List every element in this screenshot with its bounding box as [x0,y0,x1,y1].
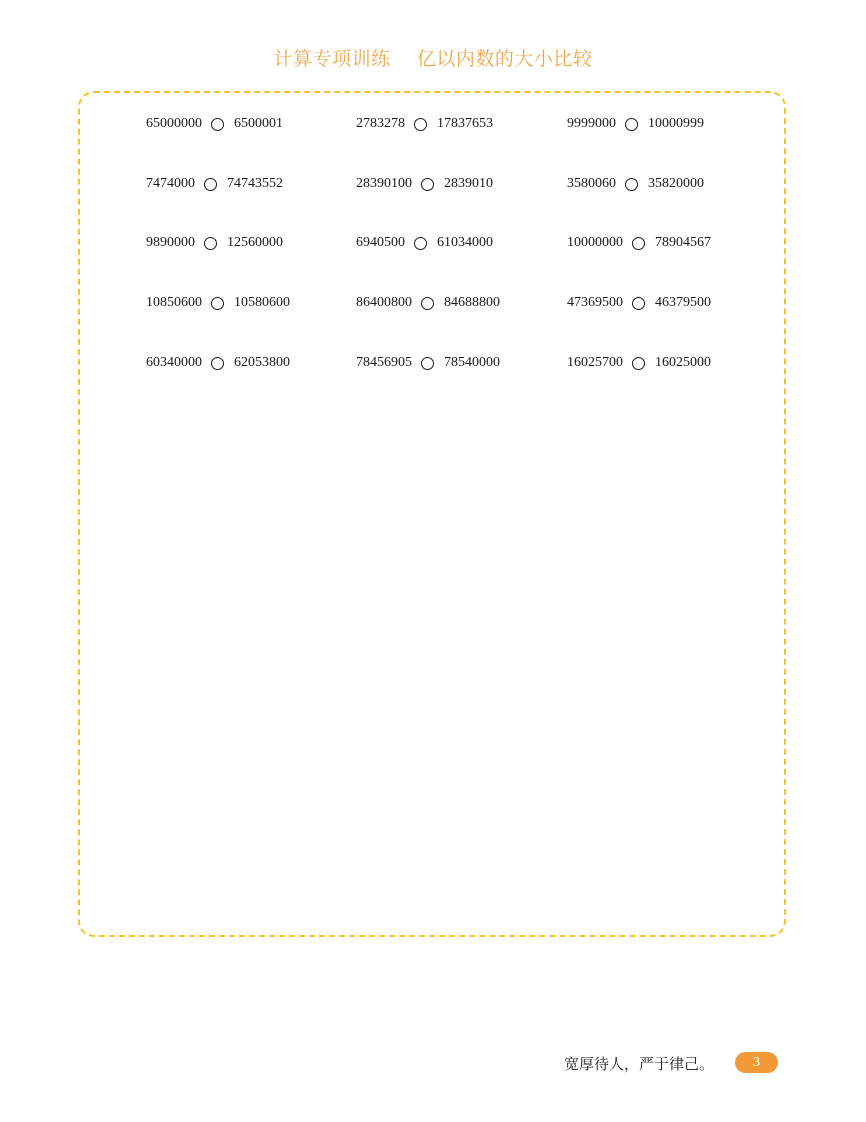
left-number: 47369500 [567,295,623,310]
left-number: 65000000 [146,116,202,131]
page-title: 计算专项训练 亿以内数的大小比较 [273,48,593,70]
compare-answer-circle[interactable] [632,297,645,310]
comparison-problem [146,293,290,313]
left-number: 78456905 [356,355,412,370]
page-number-badge: 3 [735,1052,778,1073]
right-number: 62053800 [234,355,290,370]
comparison-problem [567,233,711,253]
compare-answer-circle[interactable] [204,178,217,191]
right-number: 12560000 [227,235,283,250]
right-number: 61034000 [437,235,493,250]
right-number: 6500001 [234,116,283,131]
comparison-problem [356,174,493,194]
comparison-problem [567,174,704,194]
comparison-problem [146,233,283,253]
right-number: 17837653 [437,116,493,131]
left-number: 60340000 [146,355,202,370]
left-number: 7474000 [146,176,195,191]
compare-answer-circle[interactable] [414,118,427,131]
right-number: 10000999 [648,116,704,131]
left-number: 3580060 [567,176,616,191]
left-number: 86400800 [356,295,412,310]
compare-answer-circle[interactable] [421,357,434,370]
right-number: 74743552 [227,176,283,191]
left-number: 10000000 [567,235,623,250]
left-number: 9890000 [146,235,195,250]
compare-answer-circle[interactable] [211,297,224,310]
compare-answer-circle[interactable] [421,178,434,191]
footer-motto: 宽厚待人，严于律己。 [564,1055,715,1073]
compare-answer-circle[interactable] [632,237,645,250]
comparison-problem [356,233,493,253]
left-number: 10850600 [146,295,202,310]
comparison-problem [356,114,493,134]
right-number: 2839010 [444,176,493,191]
comparison-problem [567,114,704,134]
comparison-problem [567,293,711,313]
left-number: 9999000 [567,116,616,131]
right-number: 78904567 [655,235,711,250]
right-number: 46379500 [655,295,711,310]
compare-answer-circle[interactable] [421,297,434,310]
comparison-problem [356,293,500,313]
comparison-problem [146,174,283,194]
comparison-problem [146,353,290,373]
compare-answer-circle[interactable] [632,357,645,370]
left-number: 6940500 [356,235,405,250]
compare-answer-circle[interactable] [625,118,638,131]
comparison-problem [356,353,500,373]
right-number: 10580600 [234,295,290,310]
compare-answer-circle[interactable] [414,237,427,250]
right-number: 16025000 [655,355,711,370]
right-number: 35820000 [648,176,704,191]
left-number: 28390100 [356,176,412,191]
comparison-problem [146,114,283,134]
left-number: 2783278 [356,116,405,131]
comparison-problem [567,353,711,373]
compare-answer-circle[interactable] [211,357,224,370]
right-number: 78540000 [444,355,500,370]
compare-answer-circle[interactable] [211,118,224,131]
worksheet-frame [78,91,786,937]
compare-answer-circle[interactable] [204,237,217,250]
left-number: 16025700 [567,355,623,370]
compare-answer-circle[interactable] [625,178,638,191]
right-number: 84688800 [444,295,500,310]
